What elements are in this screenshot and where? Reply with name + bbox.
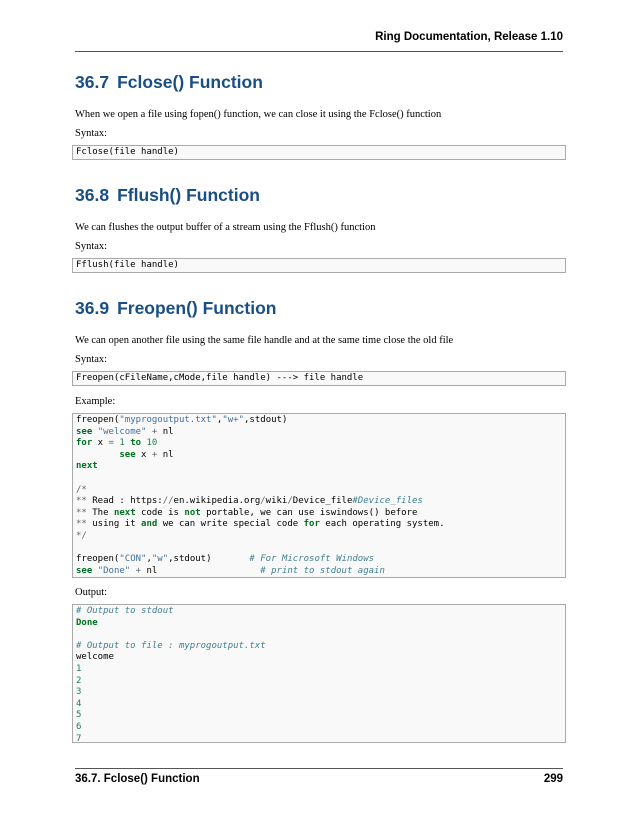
code-token: # Output to file : myprogoutput.txt [76, 640, 266, 651]
code-token: */ [76, 530, 87, 541]
code-token: 1 [76, 663, 82, 674]
code-token: next [113, 507, 136, 518]
code-line [76, 543, 562, 555]
code-token: 5 [76, 710, 82, 721]
code-line [76, 710, 562, 722]
code-token: + [151, 449, 158, 460]
code-token: nl [157, 426, 174, 437]
syntax-label: Syntax: [75, 354, 108, 365]
code-token: en.wikipedia.org [173, 496, 261, 507]
code-token: nl [141, 565, 261, 576]
code-token: and [141, 519, 158, 530]
code-token: Device_file [292, 496, 353, 507]
syntax-code-block [72, 145, 566, 160]
syntax-label: Syntax: [75, 128, 108, 139]
footer-section-title: 36.7. Fclose() Function [75, 773, 200, 785]
code-token: = [108, 438, 114, 449]
code-line [76, 450, 562, 462]
code-line [76, 415, 562, 427]
code-token: ** [76, 519, 87, 530]
code-token: for [76, 438, 93, 449]
code-line [76, 722, 562, 734]
output-code-block [72, 604, 566, 743]
code-token: / [287, 496, 293, 507]
section-number: 36.9 [75, 298, 110, 318]
code-token: each operating system. [319, 519, 445, 530]
code-token: code is [135, 507, 185, 518]
section-intro: When we open a file using fopen() function, we can close it using the Fclose() function [75, 109, 442, 120]
code-line [76, 699, 562, 711]
code-line: Freopen(cFileName,cMode,file handle) ---> file handle [76, 373, 364, 383]
code-line [76, 519, 562, 531]
code-line [76, 508, 562, 520]
code-token: to [130, 438, 142, 449]
code-line [76, 496, 562, 508]
section-title: Fflush() Function [117, 185, 260, 205]
code-line [76, 664, 562, 676]
section-heading-fclose [75, 72, 263, 93]
code-line [76, 531, 562, 543]
section-number: 36.7 [75, 72, 110, 92]
code-token: , [146, 554, 152, 565]
code-line [76, 687, 562, 699]
code-token: # For Microsoft Windows [249, 554, 375, 565]
running-header: Ring Documentation, Release 1.10 [375, 31, 563, 43]
code-token: nl [157, 449, 174, 460]
code-token: x [135, 449, 152, 460]
code-token: see [76, 565, 93, 576]
syntax-label: Syntax: [75, 241, 108, 252]
section-intro: We can flushes the output buffer of a stream using the Fflush() function [75, 222, 376, 233]
code-token: #Device_files [352, 496, 423, 507]
code-line [76, 606, 562, 618]
code-line [76, 652, 562, 664]
code-line [76, 734, 562, 743]
code-token: + [151, 426, 158, 437]
code-token: ** [76, 496, 87, 507]
code-token: 7 [76, 733, 82, 743]
code-token: wiki [265, 496, 288, 507]
code-token: 2 [76, 675, 82, 686]
code-token: see [76, 426, 93, 437]
code-token: next [76, 461, 98, 472]
section-heading-freopen [75, 298, 277, 319]
code-token: not [184, 507, 201, 518]
code-line [76, 566, 562, 578]
code-token: / [260, 496, 266, 507]
code-line: Fflush(file handle) [76, 260, 179, 270]
code-token: freopen( [76, 554, 120, 565]
code-token: # print to stdout again [260, 565, 385, 576]
code-token: welcome [76, 652, 114, 663]
code-line [76, 629, 562, 641]
code-token: "myprogoutput.txt" [119, 415, 217, 425]
code-token: for [303, 519, 320, 530]
code-line [76, 438, 562, 450]
code-token: ** [76, 507, 87, 518]
page-number: 299 [543, 773, 563, 785]
code-token: The [86, 507, 114, 518]
code-line [76, 427, 562, 439]
section-intro: We can open another file using the same file handle and at the same time close the old file [75, 335, 454, 346]
code-token: 6 [76, 721, 82, 732]
code-token: "CON" [119, 554, 147, 565]
section-title: Fclose() Function [117, 72, 263, 92]
code-token: "welcome" [97, 426, 147, 437]
example-label: Example: [75, 396, 116, 407]
code-token: Read : https: [86, 496, 163, 507]
code-token: /* [76, 484, 87, 495]
code-token: 4 [76, 698, 82, 709]
code-token: 3 [76, 687, 82, 698]
example-code-block [72, 413, 566, 578]
syntax-code-block [72, 258, 566, 273]
code-token: "w" [151, 554, 169, 565]
header-divider [75, 51, 563, 52]
code-token: freopen( [76, 415, 120, 425]
code-token: see [119, 449, 136, 460]
code-token: Done [76, 617, 98, 628]
code-line [76, 641, 562, 653]
code-token: // [162, 496, 174, 507]
footer-divider [75, 768, 563, 769]
code-token: we can write special code [157, 519, 304, 530]
code-line [76, 485, 562, 497]
code-token [76, 450, 119, 460]
code-token: 1 [119, 438, 125, 449]
code-token: # Output to stdout [76, 606, 174, 616]
code-line [76, 554, 562, 566]
section-number: 36.8 [75, 185, 110, 205]
code-token: + [135, 565, 142, 576]
code-token: using it [86, 519, 142, 530]
code-token: portable, we can use iswindows() before [200, 507, 418, 518]
code-token: x [92, 438, 109, 449]
code-token: ,stdout) [168, 554, 250, 565]
section-heading-fflush [75, 185, 260, 206]
section-title: Freopen() Function [117, 298, 277, 318]
code-token: "Done" [97, 565, 131, 576]
code-token: "w+" [222, 415, 245, 425]
syntax-code-block [72, 371, 566, 386]
code-line [76, 618, 562, 630]
code-token: , [216, 415, 223, 425]
output-label: Output: [75, 587, 108, 598]
code-token: ,stdout) [244, 415, 288, 425]
code-line: Fclose(file handle) [76, 147, 179, 157]
code-line [76, 473, 562, 485]
code-line [76, 676, 562, 688]
code-line [76, 461, 562, 473]
code-token: 10 [146, 438, 158, 449]
